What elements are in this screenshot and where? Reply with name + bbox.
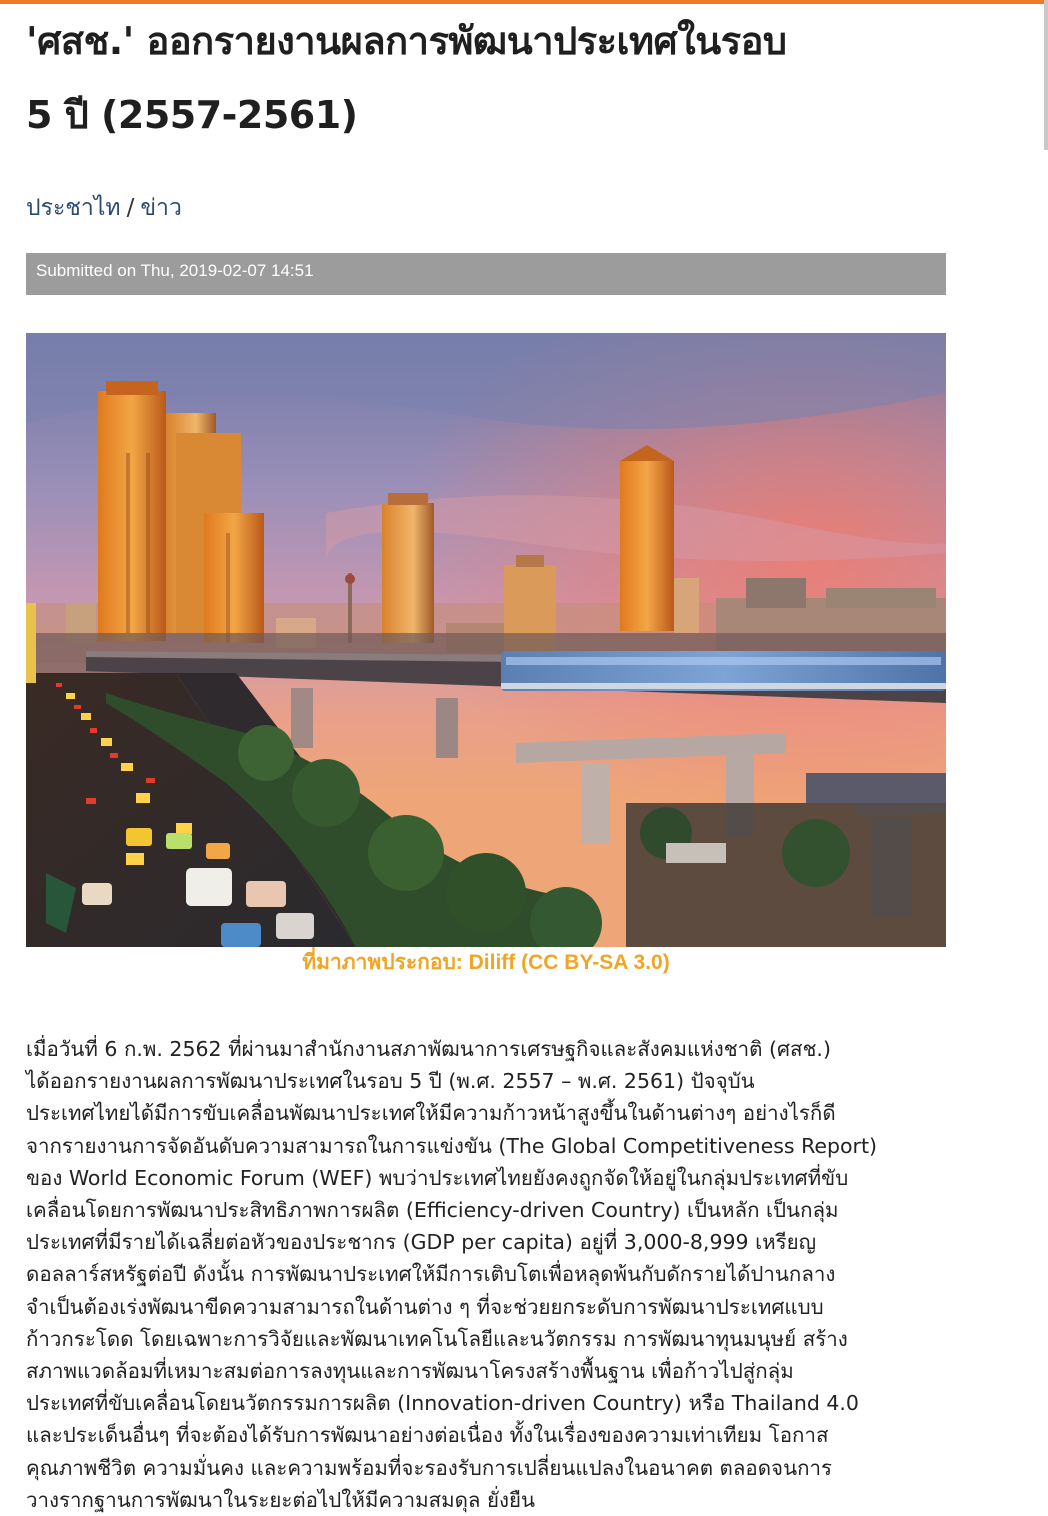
- body-line: วางรากฐานการพัฒนาในระยะต่อไปให้มีความสมดุล ยั่งยืน: [26, 1487, 536, 1512]
- source-link[interactable]: ประชาไท: [26, 195, 121, 221]
- title-line-1: 'ศสช.' ออกรายงานผลการพัฒนาประเทศในรอบ: [26, 19, 787, 63]
- body-paragraph: [26, 1033, 946, 1516]
- body-line: ประเทศที่มีรายได้เฉลี่ยต่อหัวของประชากร (GDP per capita) อยู่ที่ 3,000-8,999 เหรียญ: [26, 1230, 817, 1255]
- body-line: ก้าวกระโดด โดยเฉพาะการวิจัยและพัฒนาเทคโนโลยีและนวัตกรรม การพัฒนาทุนมนุษย์ สร้าง: [26, 1326, 848, 1351]
- article: [26, 0, 946, 1516]
- breadcrumb-separator: /: [126, 195, 135, 221]
- body-line: ประเทศไทยได้มีการขับเคลื่อนพัฒนาประเทศให้มีความก้าวหน้าสูงขึ้นในด้านต่างๆ อย่างไรก็ดี: [26, 1101, 836, 1126]
- body-line: จำเป็นต้องเร่งพัฒนาขีดความสามารถในด้านต่าง ๆ ที่จะช่วยยกระดับการพัฒนาประเทศแบบ: [26, 1294, 824, 1319]
- body-line: ดอลลาร์สหรัฐต่อปี ดังนั้น การพัฒนาประเทศให้มีการเติบโตเพื่อหลุดพ้นกับดักรายได้ปานกลาง: [26, 1262, 836, 1287]
- image-caption: ที่มาภาพประกอบ: Diliff (CC BY-SA 3.0): [302, 951, 670, 974]
- section-link[interactable]: ข่าว: [140, 195, 182, 221]
- page-title: [26, 0, 946, 152]
- body-line: ประเทศที่ขับเคลื่อนโดยนวัตกรรมการผลิต (Innovation-driven Country) หรือ Thailand 4.0: [26, 1391, 859, 1416]
- scrollbar[interactable]: [1044, 0, 1048, 150]
- submitted-info-bar: Submitted on Thu, 2019-02-07 14:51: [26, 253, 946, 295]
- body-line: ได้ออกรายงานผลการพัฒนาประเทศในรอบ 5 ปี (พ.ศ. 2557 – พ.ศ. 2561) ปัจจุบัน: [26, 1069, 755, 1094]
- body-line: เมื่อวันที่ 6 ก.พ. 2562 ที่ผ่านมาสำนักงานสภาพัฒนาการเศรษฐกิจและสังคมแห่งชาติ (ศสช.): [26, 1037, 831, 1061]
- body-line: เคลื่อนโดยการพัฒนาประสิทธิภาพการผลิต (Efficiency-driven Country) เป็นหลัก เป็นกลุ่ม: [26, 1198, 839, 1223]
- bangkok-skyline-photo: [26, 333, 946, 947]
- body-line: และประเด็นอื่นๆ ที่จะต้องได้รับการพัฒนาอย่างต่อเนื่อง ทั้งในเรื่องของความเท่าเทียม โอกาส: [26, 1423, 829, 1448]
- body-line: ของ World Economic Forum (WEF) พบว่าประเทศไทยยังคงถูกจัดให้อยู่ในกลุ่มประเทศที่ขับ: [26, 1165, 849, 1190]
- breadcrumb: [26, 192, 946, 224]
- title-line-2: 5 ปี (2557-2561): [26, 93, 358, 137]
- article-body: [26, 1033, 946, 1516]
- body-line: สภาพแวดล้อมที่เหมาะสมต่อการลงทุนและการพัฒนาโครงสร้างพื้นฐาน เพื่อก้าวไปสู่กลุ่ม: [26, 1359, 794, 1384]
- body-line: คุณภาพชีวิต ความมั่นคง และความพร้อมที่จะรองรับการเปลี่ยนแปลงในอนาคต ตลอดจนการ: [26, 1455, 833, 1480]
- body-line: จากรายงานการจัดอันดับความสามารถในการแข่งขัน (The Global Competitiveness Report): [26, 1133, 878, 1158]
